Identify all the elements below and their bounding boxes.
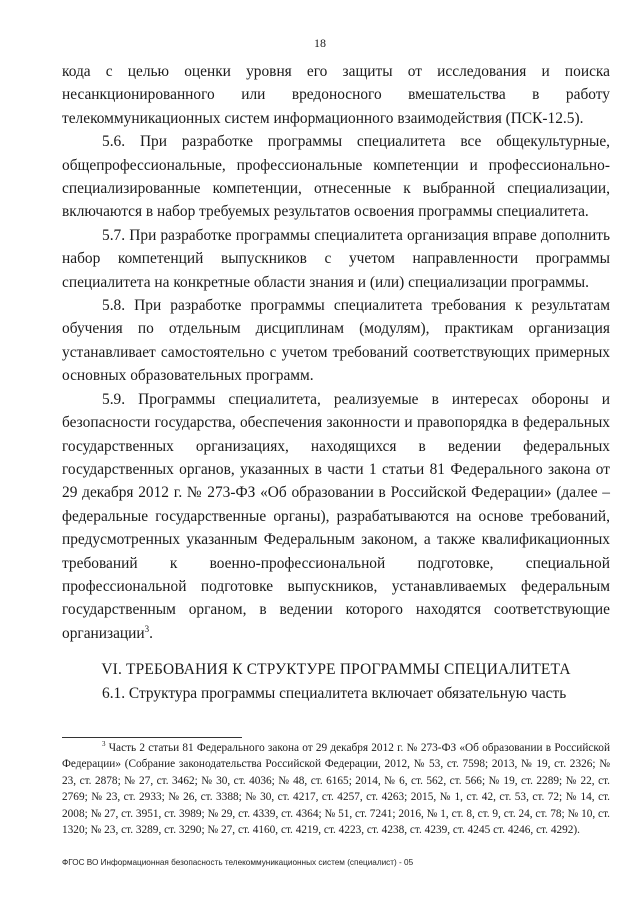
paragraph-6-1: 6.1. Структура программы специалитета включает обязательную часть <box>102 684 567 702</box>
footnote-text: Часть 2 статьи 81 Федерального закона от 29 декабря 2012 г. № 273-ФЗ «Об образовании в Российской Федерации» (Собрание законодательства Российской Федерации, 2012, № 53, ст. 7598; 2013, № 19, ст. 2326; № 23, ст. 2878; № 27, ст. 3462; № 30, ст. 4036; № 48, ст. 6165; 2014, № 6, ст. 562, ст. 566; № 19, ст. 2289; № 22, ст. 2769; № 23, ст. 2933; № 26, ст. 3388; № 30, ст. 4217, ст. 4257, ст. 4263; 2015, № 1, ст. 42, ст. 53, ст. 72; № 14, ст. 2008; № 27, ст. 3951, ст. 3989; № 29, ст. 4339, ст. 4364; № 51, ст. 7241; 2016, № 1, ст. 8, ст. 9, ст. 24, ст. 78; № 10, ст. 1320; № 23, ст. 3289, ст. 3290; № 27, ст. 4160, ст. 4219, ст. 4223, ст. 4238, ст. 4239, ст. 4245 ст. 4246, ст. 4292). <box>62 742 611 837</box>
footnote-mark: 3 <box>102 740 106 749</box>
footnote-3 <box>62 740 610 838</box>
paragraph-5-9-end: . <box>149 624 153 642</box>
paragraph-5-8: 5.8. При разработке программы специалитета требования к результатам обучения по отдельным дисциплинам (модулям), практикам организация устанавливает самостоятельно с учетом требований соответствующих примерных основных образовательных программ. <box>62 297 610 385</box>
paragraph-5-9-text: 5.9. Программы специалитета, реализуемые в интересах обороны и безопасности государства, обеспечения законности и правопорядка в федеральных государственных организациях, находящихся в ведении федеральных государственных органов, указанных в части 1 статьи 81 Федерального закона от 29 декабря 2012 г. № 273-ФЗ «Об образовании в Российской Федерации» (далее – федеральные государственные органы), разрабатываются на основе требований, предусмотренных указанным Федеральным законом, а также квалификационных требований к военно-профессиональной подготовке, специальной профессиональной подготовке выпускников, устанавливаемых федеральным государственным органом, в ведении которого находятся соответствующие организации <box>62 390 610 642</box>
section-heading: VI. ТРЕБОВАНИЯ К СТРУКТУРЕ ПРОГРАММЫ СПЕЦИАЛИТЕТА <box>101 661 571 679</box>
footnote-divider <box>62 737 242 738</box>
page-number: 18 <box>314 36 326 50</box>
footnotes <box>62 740 610 838</box>
paragraph-5-9 <box>62 388 610 645</box>
paragraph-5-6: 5.6. При разработке программы специалитета все общекультурные, общепрофессиональные, профессиональные компетенции и профессионально-специализированные компетенции, отнесенные к выбранной специализации, включаются в набор требуемых результатов освоения программы специалитета. <box>62 133 610 221</box>
paragraph-continuation: кода с целью оценки уровня его защиты от исследования и поиска несанкционированного или вредоносного вмешательства в работу телекоммуникационных систем информационного взаимодействия (ПСК-12.5). <box>62 63 610 127</box>
paragraph-5-7: 5.7. При разработке программы специалитета организация вправе дополнить набор компетенций выпускников с учетом направленности программы специалитета на конкретные области знания и (или) специализации программы. <box>62 226 610 291</box>
page-footer: ФГОС ВО Информационная безопасность телекоммуникационных систем (специалист) - 05 <box>62 858 414 867</box>
page-body <box>62 60 610 705</box>
footnote-reference[interactable]: 3 <box>144 623 150 634</box>
